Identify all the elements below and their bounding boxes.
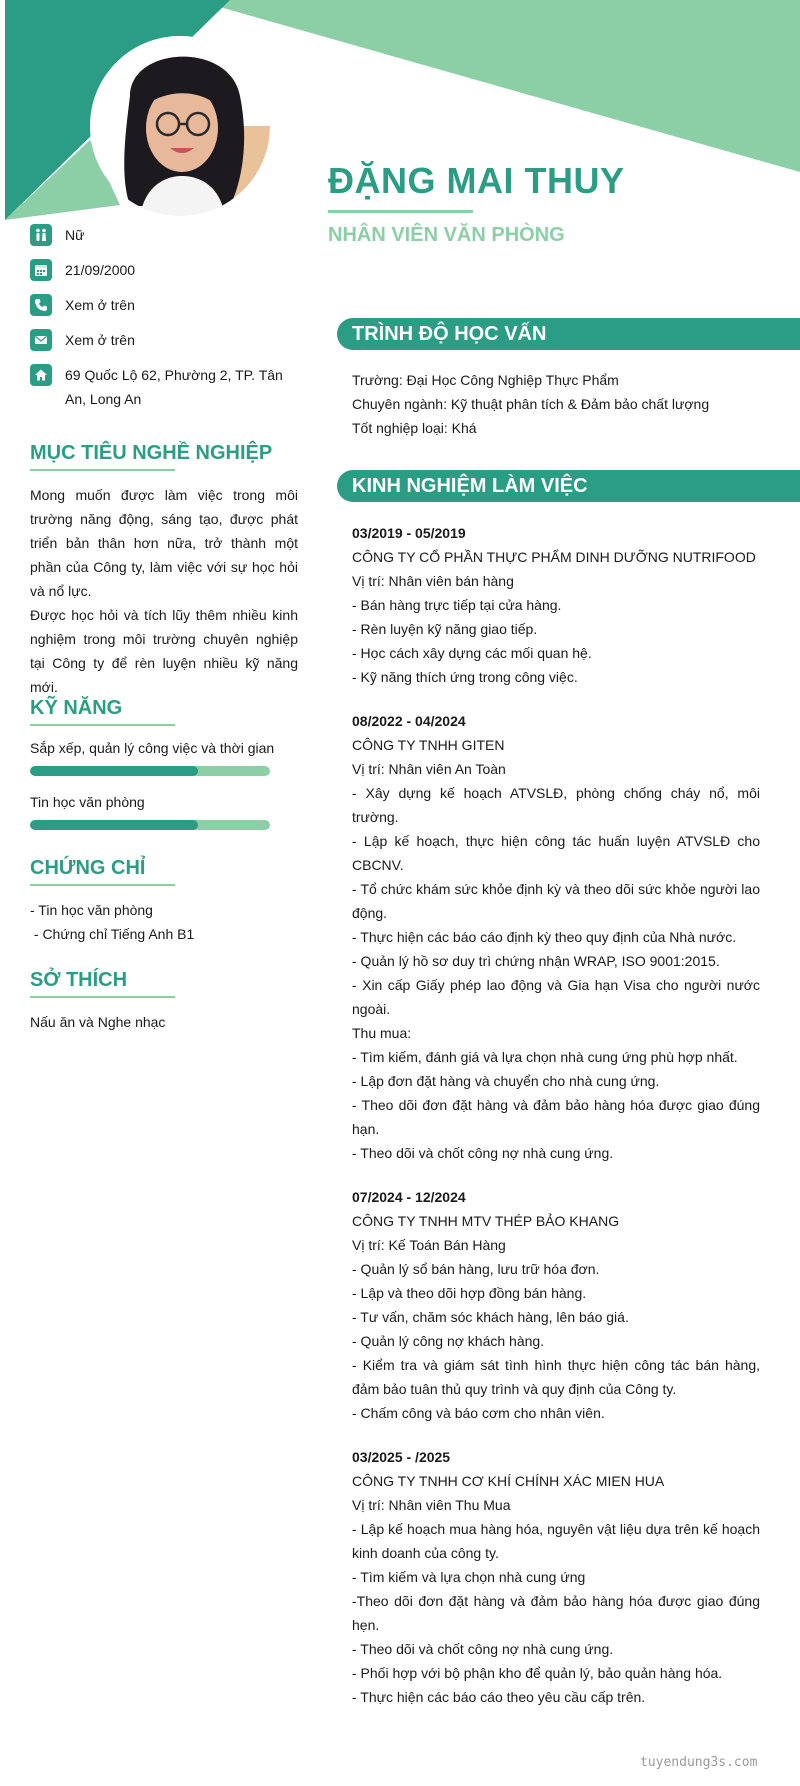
education-details bbox=[352, 368, 760, 440]
job-duty: - Tư vấn, chăm sóc khách hàng, lên báo giá. bbox=[352, 1309, 629, 1325]
job-duty: - Xây dựng kế hoạch ATVSLĐ, phòng chống cháy nổ, môi trường. bbox=[352, 785, 760, 825]
contact-birthday: 21/09/2000 bbox=[65, 262, 136, 278]
job-entry bbox=[352, 1185, 760, 1425]
experience-heading: KINH NGHIỆM LÀM VIỆC bbox=[337, 470, 800, 502]
certificates-heading: CHỨNG CHỈ bbox=[30, 857, 146, 879]
job-period: 03/2025 - /2025 bbox=[352, 1449, 451, 1465]
home-icon bbox=[30, 364, 52, 386]
hobbies-underline bbox=[30, 996, 175, 998]
contact-item-gender bbox=[30, 224, 300, 247]
experience-list bbox=[352, 521, 760, 1729]
job-duty: - Quản lý sổ bán hàng, lưu trữ hóa đơn. bbox=[352, 1261, 600, 1277]
job-duty: - Xin cấp Giấy phép lao động và Gia hạn Visa cho người nước ngoài. bbox=[352, 977, 760, 1017]
candidate-name: ĐẶNG MAI THUY bbox=[328, 160, 625, 201]
job-duty: - Quản lý công nợ khách hàng. bbox=[352, 1333, 545, 1349]
contact-email: Xem ở trên bbox=[65, 332, 135, 348]
contact-list bbox=[30, 224, 300, 423]
certificates-section bbox=[30, 855, 298, 946]
skills-heading: KỸ NĂNG bbox=[30, 697, 123, 719]
job-position: Vị trí: Nhân viên An Toàn bbox=[352, 761, 506, 777]
job-period: 08/2022 - 04/2024 bbox=[352, 713, 466, 729]
objective-paragraph-1: Mong muốn được làm việc trong môi trường năng động, sáng tạo, được phát triển bản thân hơn nữa, trở thành một phần của Công ty, làm việc với sự học hỏi và nổ lực. bbox=[30, 487, 298, 599]
skill-name: Tin học văn phòng bbox=[30, 794, 145, 810]
job-duty: - Theo dõi và chốt công nợ nhà cung ứng. bbox=[352, 1145, 614, 1161]
job-duty: Thu mua: bbox=[352, 1025, 412, 1041]
job-duty: - Theo dõi đơn đặt hàng và đảm bảo hàng hóa được giao đúng hạn. bbox=[352, 1097, 760, 1137]
job-duty: - Quản lý hồ sơ duy trì chứng nhận WRAP, ISO 9001:2015. bbox=[352, 953, 720, 969]
contact-item-phone bbox=[30, 294, 300, 317]
job-company: CÔNG TY TNHH GITEN bbox=[352, 737, 505, 753]
skills-section bbox=[30, 695, 298, 846]
job-duty: - Tổ chức khám sức khỏe định kỳ và theo dõi sức khỏe người lao động. bbox=[352, 881, 760, 921]
gender-icon bbox=[30, 224, 52, 246]
job-duty: - Thực hiện các báo cáo định kỳ theo quy định của Nhà nước. bbox=[352, 929, 737, 945]
job-duty: - Chấm công và báo cơm cho nhân viên. bbox=[352, 1405, 605, 1421]
job-duty: - Tìm kiếm và lựa chọn nhà cung ứng bbox=[352, 1569, 586, 1585]
job-duty: - Lập kế hoạch, thực hiện công tác huấn luyện ATVSLĐ cho CBCNV. bbox=[352, 833, 760, 873]
job-duty: - Phối hợp với bộ phận kho để quản lý, bảo quản hàng hóa. bbox=[352, 1665, 723, 1681]
watermark: tuyendung3s.com bbox=[640, 1755, 758, 1770]
job-duty: - Lập kế hoạch mua hàng hóa, nguyên vật liệu dựa trên kế hoạch kinh doanh của công ty. bbox=[352, 1521, 760, 1561]
certificate-item: - Tin học văn phòng bbox=[30, 902, 153, 918]
job-entry bbox=[352, 1445, 760, 1709]
skill-bar-fill bbox=[30, 820, 198, 830]
name-underline bbox=[328, 210, 473, 213]
job-duty: - Học cách xây dựng các mối quan hệ. bbox=[352, 645, 592, 661]
header-light-triangle bbox=[195, 0, 800, 172]
job-duty: - Rèn luyện kỹ năng giao tiếp. bbox=[352, 621, 538, 637]
calendar-icon bbox=[30, 259, 52, 281]
job-duty: -Theo dõi đơn đặt hàng và đảm bảo hàng hóa được giao đúng hẹn. bbox=[352, 1593, 760, 1633]
objective-paragraph-2: Được học hỏi và tích lũy thêm nhiều kinh nghiệm trong môi trường chuyên nghiệp tại Công ty để rèn luyện nhiều kỹ năng mới. bbox=[30, 607, 298, 695]
hobbies-heading: SỞ THÍCH bbox=[30, 969, 128, 991]
skill-item bbox=[30, 792, 298, 830]
contact-item-address bbox=[30, 364, 300, 411]
job-position: Vị trí: Kế Toán Bán Hàng bbox=[352, 1237, 506, 1253]
skill-item bbox=[30, 738, 298, 776]
objective-underline bbox=[30, 469, 175, 471]
education-heading: TRÌNH ĐỘ HỌC VẤN bbox=[337, 318, 800, 350]
job-company: CÔNG TY CỔ PHẦN THỰC PHẨM DINH DƯỠNG NUTRIFOOD bbox=[352, 549, 756, 565]
portrait-illustration bbox=[90, 36, 270, 216]
contact-phone: Xem ở trên bbox=[65, 297, 135, 313]
job-duty: - Bán hàng trực tiếp tại cửa hàng. bbox=[352, 597, 562, 613]
job-position: Vị trí: Nhân viên Thu Mua bbox=[352, 1497, 511, 1513]
profile-photo bbox=[90, 36, 270, 216]
job-company: CÔNG TY TNHH CƠ KHÍ CHÍNH XÁC MIEN HUA bbox=[352, 1473, 665, 1489]
job-duty: - Lập và theo dõi hợp đồng bán hàng. bbox=[352, 1285, 587, 1301]
job-duty: - Tìm kiếm, đánh giá và lựa chọn nhà cung ứng phù hợp nhất. bbox=[352, 1049, 738, 1065]
job-position: Vị trí: Nhân viên bán hàng bbox=[352, 573, 514, 589]
job-period: 07/2024 - 12/2024 bbox=[352, 1189, 466, 1205]
email-icon bbox=[30, 329, 52, 351]
hobbies-section bbox=[30, 967, 298, 1034]
job-duty: - Kiểm tra và giám sát tình hình thực hiện công tác bán hàng, đảm bảo tuân thủ quy trình và quy định của Công ty. bbox=[352, 1357, 760, 1397]
phone-icon bbox=[30, 294, 52, 316]
education-school: Trường: Đại Học Công Nghiệp Thực Phẩm bbox=[352, 372, 619, 388]
skills-underline bbox=[30, 724, 175, 726]
skill-bar bbox=[30, 820, 270, 830]
job-duty: - Thực hiện các báo cáo theo yêu cầu cấp trên. bbox=[352, 1689, 646, 1705]
skill-name: Sắp xếp, quản lý công việc và thời gian bbox=[30, 740, 275, 756]
job-entry bbox=[352, 521, 760, 689]
job-duty: - Lập đơn đặt hàng và chuyển cho nhà cung ứng. bbox=[352, 1073, 660, 1089]
hobbies-text: Nấu ăn và Nghe nhạc bbox=[30, 1014, 166, 1030]
contact-gender: Nữ bbox=[65, 227, 85, 243]
contact-item-email bbox=[30, 329, 300, 352]
education-grade: Tốt nghiệp loại: Khá bbox=[352, 420, 477, 436]
certificates-underline bbox=[30, 884, 175, 886]
skill-bar-fill bbox=[30, 766, 198, 776]
objective-section bbox=[30, 440, 298, 699]
skill-bar bbox=[30, 766, 270, 776]
job-duty: - Theo dõi và chốt công nợ nhà cung ứng. bbox=[352, 1641, 614, 1657]
job-duty: - Kỹ năng thích ứng trong công việc. bbox=[352, 669, 578, 685]
job-period: 03/2019 - 05/2019 bbox=[352, 525, 466, 541]
job-title: NHÂN VIÊN VĂN PHÒNG bbox=[328, 224, 565, 246]
contact-item-birthday bbox=[30, 259, 300, 282]
education-major: Chuyên ngành: Kỹ thuật phân tích & Đảm bảo chất lượng bbox=[352, 396, 710, 412]
job-company: CÔNG TY TNHH MTV THÉP BẢO KHANG bbox=[352, 1213, 620, 1229]
objective-heading: MỤC TIÊU NGHỀ NGHIỆP bbox=[30, 442, 273, 464]
job-entry bbox=[352, 709, 760, 1165]
certificate-item: - Chứng chỉ Tiếng Anh B1 bbox=[30, 926, 195, 942]
contact-address: 69 Quốc Lộ 62, Phường 2, TP. Tân An, Long An bbox=[65, 367, 283, 407]
